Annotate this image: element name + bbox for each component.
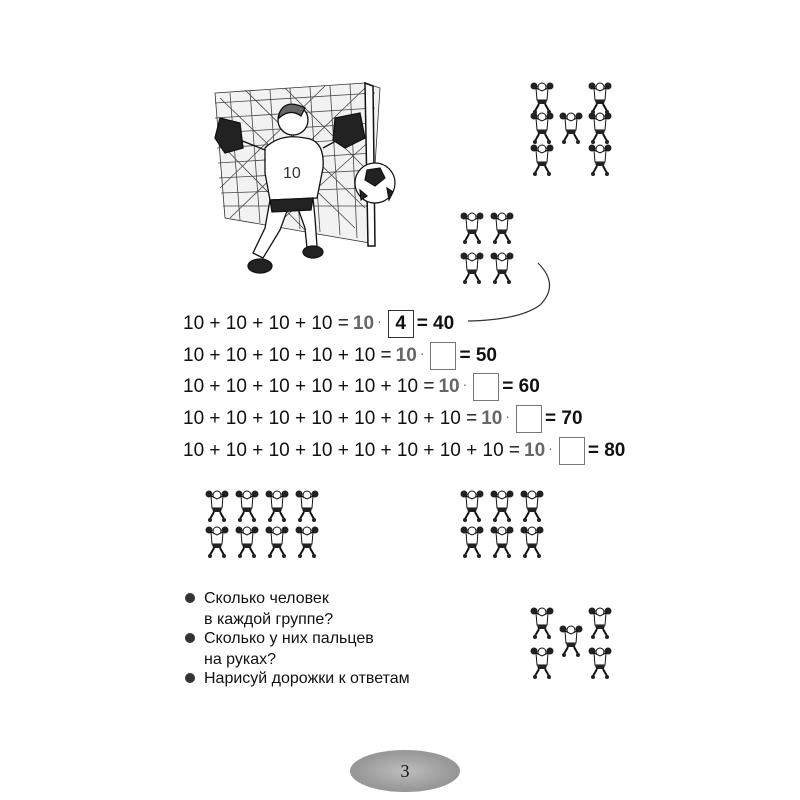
- answer-box[interactable]: [473, 373, 499, 401]
- equation-ten: 10: [352, 313, 375, 334]
- page-number: 3: [350, 750, 460, 792]
- multiply-dot: ·: [548, 440, 553, 456]
- equation-row: [183, 405, 583, 433]
- equation-sum: 10 + 10 + 10 + 10 + 10 + 10 =: [183, 376, 435, 397]
- player-icon: [460, 488, 484, 522]
- equation-result: = 60: [502, 376, 540, 397]
- player-icon: [530, 142, 554, 176]
- question-item: [185, 628, 374, 670]
- equation-row: [183, 342, 497, 370]
- player-icon: [490, 210, 514, 244]
- player-icon: [559, 110, 583, 144]
- player-icon: [295, 488, 319, 522]
- player-icon: [460, 524, 484, 558]
- player-icon: [295, 524, 319, 558]
- question-item: [185, 668, 410, 689]
- player-icon: [588, 80, 612, 114]
- answer-box[interactable]: [430, 342, 456, 370]
- group-five: [530, 605, 620, 685]
- equation-result: = 70: [545, 408, 583, 429]
- player-icon: [530, 645, 554, 679]
- answer-box[interactable]: [559, 437, 585, 465]
- answer-box[interactable]: [516, 405, 542, 433]
- multiply-dot: ·: [377, 313, 382, 329]
- bullet-icon: [185, 593, 195, 603]
- group-six: [460, 488, 560, 568]
- equation-sum: 10 + 10 + 10 + 10 + 10 + 10 + 10 + 10 =: [183, 440, 521, 461]
- question-item: [185, 588, 333, 630]
- player-icon: [530, 80, 554, 114]
- equation-ten: 10: [395, 345, 417, 366]
- equation-result: = 40: [416, 313, 455, 334]
- group-four: [460, 210, 530, 290]
- multiply-dot: ·: [462, 376, 468, 392]
- multiply-dot: ·: [505, 408, 511, 424]
- player-icon: [520, 488, 544, 522]
- player-icon: [588, 645, 612, 679]
- equation-sum: 10 + 10 + 10 + 10 + 10 + 10 + 10 =: [183, 408, 478, 429]
- player-icon: [265, 488, 289, 522]
- player-icon: [205, 488, 229, 522]
- player-icon: [559, 623, 583, 657]
- equation-row: [183, 373, 540, 401]
- question-line: Сколько у них пальцев: [204, 630, 374, 647]
- equation-row: [183, 437, 625, 465]
- question-line: в каждой группе?: [204, 611, 334, 628]
- goalkeeper-illustration: [205, 78, 405, 288]
- equation-ten: 10: [438, 376, 460, 397]
- multiply-dot: ·: [419, 345, 425, 361]
- player-icon: [530, 605, 554, 639]
- group-seven: [530, 80, 620, 180]
- player-icon: [588, 142, 612, 176]
- player-icon: [460, 210, 484, 244]
- player-icon: [490, 488, 514, 522]
- question-line: Сколько человек: [204, 590, 329, 607]
- player-icon: [588, 605, 612, 639]
- shirt-number: 10: [283, 165, 301, 182]
- player-icon: [460, 250, 484, 284]
- player-icon: [205, 524, 229, 558]
- player-icon: [588, 110, 612, 144]
- equation-sum: 10 + 10 + 10 + 10 =: [183, 313, 349, 334]
- question-line: Нарисуй дорожки к ответам: [204, 670, 410, 687]
- equation-result: = 80: [587, 440, 626, 461]
- group-eight: [205, 488, 335, 568]
- player-icon: [490, 524, 514, 558]
- equation-sum: 10 + 10 + 10 + 10 + 10 =: [183, 345, 392, 366]
- bullet-icon: [185, 633, 195, 643]
- player-icon: [490, 250, 514, 284]
- player-icon: [520, 524, 544, 558]
- equation-result: = 50: [459, 345, 497, 366]
- equation-row: [183, 310, 454, 338]
- equation-ten: 10: [481, 408, 503, 429]
- equation-ten: 10: [524, 440, 546, 461]
- bullet-icon: [185, 673, 195, 683]
- question-line: на руках?: [204, 651, 277, 668]
- player-icon: [235, 488, 259, 522]
- player-icon: [530, 110, 554, 144]
- player-icon: [265, 524, 289, 558]
- answer-box[interactable]: 4: [388, 310, 414, 338]
- player-icon: [235, 524, 259, 558]
